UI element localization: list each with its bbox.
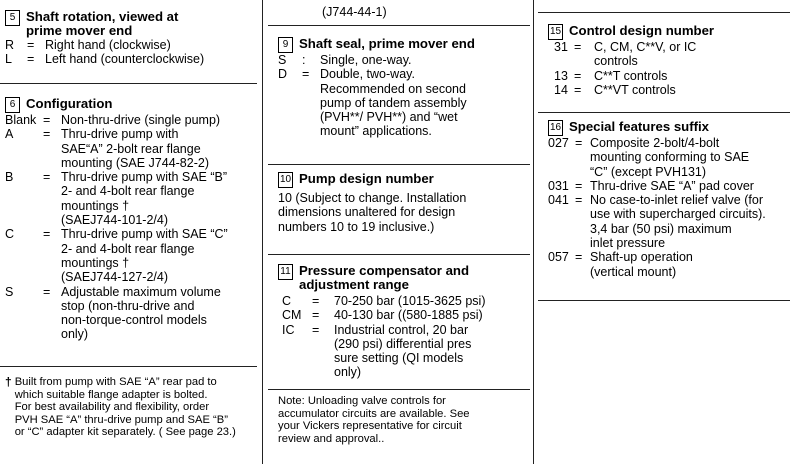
rule-10-11 <box>268 254 530 255</box>
option-item <box>5 38 257 52</box>
rule-16-bottom <box>538 300 790 301</box>
option-code: C <box>5 227 15 242</box>
option-equals: = <box>312 294 320 308</box>
option-equals: = <box>312 322 320 337</box>
section-title: Control design number <box>569 23 715 38</box>
section-title: Pump design number <box>299 171 434 186</box>
design-number-text: 10 (Subject to change. Installation dimensions unaltered for design numbers 10 to 19 inclusive.) <box>278 191 467 234</box>
option-equals: : <box>302 53 306 67</box>
option-code: R <box>5 38 15 52</box>
section-number-box: 10 <box>278 172 293 188</box>
section-header <box>548 24 790 40</box>
section-shaft-seal <box>278 37 530 139</box>
column-divider-1 <box>262 0 263 464</box>
rule-11-note <box>268 389 530 390</box>
option-description: Thru-drive SAE “A” pad cover <box>590 178 754 193</box>
option-code: 14 <box>554 82 568 97</box>
continued-code: (J744-44-1) <box>322 5 387 19</box>
section-control-design <box>548 24 790 97</box>
section-number-box: 16 <box>548 120 563 136</box>
option-code: C <box>282 294 292 308</box>
section-configuration <box>5 97 257 342</box>
option-equals: = <box>43 284 51 299</box>
option-list <box>5 38 257 67</box>
option-list <box>278 53 530 139</box>
option-equals: = <box>574 82 582 97</box>
option-code: Blank <box>5 113 37 127</box>
option-equals: = <box>43 127 51 142</box>
option-code: 31 <box>554 40 568 54</box>
option-equals: = <box>575 250 583 265</box>
option-list <box>548 136 790 279</box>
section-special-features <box>548 120 790 279</box>
section-header <box>5 97 257 113</box>
option-item <box>5 227 257 284</box>
option-description: Thru-drive pump with SAE “C” 2- and 4-bolt rear flange mountings † (SAEJ744-127-2/4) <box>61 227 228 285</box>
option-list <box>282 294 530 380</box>
footnote <box>5 376 257 439</box>
section-number-box: 11 <box>278 264 293 280</box>
section-header <box>278 172 530 188</box>
unloading-note <box>278 395 530 445</box>
option-description: Single, one-way. <box>320 53 412 67</box>
section-number-box: 5 <box>5 10 20 26</box>
section-header <box>548 120 790 136</box>
option-equals: = <box>27 52 35 67</box>
option-item <box>554 40 790 69</box>
rule-top-9 <box>268 25 530 26</box>
option-item <box>278 67 530 138</box>
option-item <box>548 250 790 279</box>
option-description: Composite 2-bolt/4-bolt mounting conforming to SAE “C” (except PVH131) <box>590 136 750 179</box>
section-number-box: 9 <box>278 37 293 53</box>
option-item <box>548 179 790 193</box>
option-code: S <box>278 53 287 67</box>
option-item <box>5 170 257 227</box>
option-item <box>5 127 257 170</box>
option-description: Thru-drive pump with SAE“A” 2-bolt rear flange mounting (SAE J744-82-2) <box>61 127 209 170</box>
section-header <box>278 37 530 53</box>
option-code: 13 <box>554 68 568 83</box>
option-equals: = <box>43 170 51 185</box>
section-title: Special features suffix <box>569 119 709 134</box>
option-description: Left hand (counterclockwise) <box>45 52 205 67</box>
section-header <box>278 264 530 292</box>
option-item <box>554 83 790 97</box>
option-equals: = <box>575 178 583 193</box>
option-equals: = <box>302 67 310 82</box>
option-description: C**VT controls <box>594 82 676 97</box>
option-code: 041 <box>548 193 569 208</box>
option-item <box>282 323 530 380</box>
section-header <box>5 10 257 38</box>
note-text: Note: Unloading valve controls for accumulator circuits are available. See your Vickers representative for circuit review and approval.. <box>278 395 470 445</box>
option-equals: = <box>43 113 51 127</box>
option-equals: = <box>27 38 35 52</box>
option-list <box>5 113 257 342</box>
option-equals: = <box>575 136 583 150</box>
option-code: 031 <box>548 178 569 193</box>
option-description: Shaft-up operation (vertical mount) <box>590 250 693 279</box>
option-description: Thru-drive pump with SAE “B” 2- and 4-bolt rear flange mountings † (SAEJ744-101-2/4) <box>61 170 228 228</box>
section-title: Shaft rotation, viewed at prime mover end <box>26 9 179 38</box>
option-equals: = <box>574 40 582 54</box>
section-pump-design <box>278 172 530 234</box>
option-code: S <box>5 284 14 299</box>
option-description: Right hand (clockwise) <box>45 38 171 52</box>
section-title: Shaft seal, prime mover end <box>299 36 475 51</box>
option-equals: = <box>312 308 320 323</box>
option-code: 027 <box>548 136 569 150</box>
rule-5-6 <box>0 83 257 84</box>
section-title: Configuration <box>26 96 113 111</box>
option-equals: = <box>43 227 51 242</box>
option-description: C**T controls <box>594 68 668 83</box>
rule-15-16 <box>538 112 790 113</box>
section-number-box: 15 <box>548 24 563 40</box>
dagger-symbol: † <box>5 375 12 389</box>
option-item <box>5 285 257 342</box>
rule-9-10 <box>268 164 530 165</box>
option-description: 70-250 bar (1015-3625 psi) <box>334 294 486 308</box>
option-description: Industrial control, 20 bar (290 psi) differential pres sure setting (QI models only) <box>334 322 472 380</box>
option-item <box>282 294 530 308</box>
footnote-text: Built from pump with SAE “A” rear pad to which suitable flange adapter is bolted. For best availability and flexibility, order PVH SAE “A” thru-drive pump and SAE “B” or “C” adapter kit separately. ( See page 23.) <box>14 376 236 439</box>
option-item <box>5 113 257 127</box>
option-description: Non-thru-drive (single pump) <box>61 113 221 127</box>
option-item <box>548 193 790 250</box>
option-code: IC <box>282 322 295 337</box>
option-description: Double, two-way. Recommended on second pump of tandem assembly (PVH**/ PVH**) and “wet mount” applications. <box>320 67 467 139</box>
option-item <box>282 308 530 322</box>
option-description: Adjustable maximum volume stop (non-thru-drive and non-torque-control models only) <box>61 284 221 342</box>
option-code: D <box>278 67 288 82</box>
option-code: L <box>5 52 12 67</box>
section-pressure-compensator <box>278 264 530 380</box>
option-description: 40-130 bar ((580-1885 psi) <box>334 308 483 323</box>
option-item <box>554 69 790 83</box>
option-item <box>5 52 257 66</box>
continued-text <box>322 3 530 21</box>
rule-top-15 <box>538 12 790 13</box>
option-item <box>548 136 790 179</box>
option-description: No case-to-inlet relief valve (for use with supercharged circuits). 3,4 bar (50 psi) maximum inlet pressure <box>590 193 766 251</box>
option-list <box>554 40 790 97</box>
option-code: B <box>5 170 14 185</box>
option-code: 057 <box>548 250 569 265</box>
section-shaft-rotation <box>5 10 257 67</box>
option-equals: = <box>575 193 583 208</box>
section-number-box: 6 <box>5 97 20 113</box>
section-title: Pressure compensator and adjustment range <box>299 263 470 292</box>
rule-6-footnote <box>0 366 257 367</box>
option-equals: = <box>574 68 582 83</box>
option-description: C, CM, C**V, or IC controls <box>594 40 697 69</box>
option-item <box>278 53 530 67</box>
option-code: CM <box>282 308 302 323</box>
option-code: A <box>5 127 14 142</box>
column-divider-2 <box>533 0 534 464</box>
